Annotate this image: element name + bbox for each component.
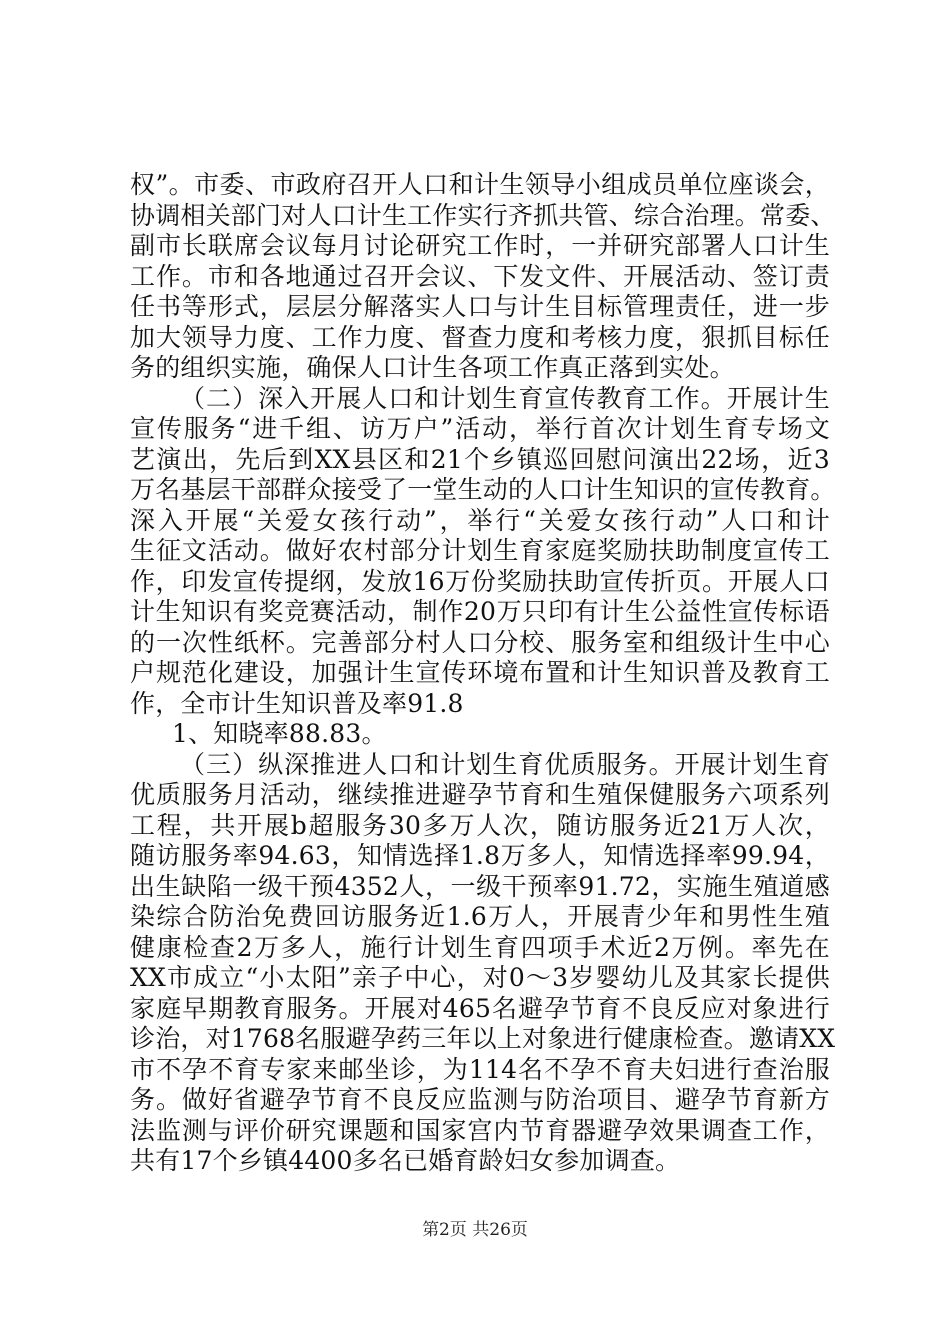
page-number-footer: 第2页 共26页	[422, 1220, 528, 1240]
text-line: 计生知识有奖竞赛活动，制作20万只印有计生公益性宣传标语	[130, 597, 830, 626]
text-line: 作，印发宣传提纲，发放16万份奖励扶助宣传折页。开展人口	[130, 566, 830, 596]
text-line: 作，全市计生知识普及率91.8	[130, 688, 464, 718]
text-line: 家庭早期教育服务。开展对465名避孕节育不良反应对象进行	[130, 993, 830, 1023]
text-line: 加大领导力度、工作力度、督查力度和考核力度，狠抓目标任	[130, 322, 830, 352]
text-line: 权”。市委、市政府召开人口和计生领导小组成员单位座谈会，	[130, 170, 830, 199]
text-line: 法监测与评价研究课题和国家宫内节育器避孕效果调查工作，	[130, 1115, 830, 1145]
text-line: 户规范化建设，加强计生宣传环境布置和计生知识普及教育工	[130, 658, 830, 687]
text-line: 健康检查2万多人，施行计划生育四项手术近2万例。率先在	[130, 932, 830, 962]
paragraph-start-line: （二）深入开展人口和计划生育宣传教育工作。开展计生	[180, 383, 830, 413]
text-line: 务。做好省避孕节育不良反应监测与防治项目、避孕节育新方	[130, 1085, 830, 1114]
text-line: 诊治，对1768名服避孕药三年以上对象进行健康检查。邀请XX	[130, 1024, 836, 1053]
text-line: 随访服务率94.63，知情选择1.8万多人，知情选择率99.94，	[130, 841, 830, 870]
paragraph-start-line: （三）纵深推进人口和计划生育优质服务。开展计划生育	[180, 749, 830, 779]
text-line: 艺演出，先后到XX县区和21个乡镇巡回慰问演出22场，近3	[130, 444, 830, 474]
text-line: 共有17个乡镇4400多名已婚育龄妇女参加调查。	[130, 1146, 681, 1175]
text-line: 染综合防治免费回访服务近1.6万人，开展青少年和男性生殖	[130, 902, 830, 931]
text-line: 协调相关部门对人口计生工作实行齐抓共管、综合治理。常委、	[130, 200, 836, 230]
text-line: 务的组织实施，确保人口计生各项工作真正落到实处。	[130, 353, 735, 382]
text-line: 万名基层干部群众接受了一堂生动的人口计生知识的宣传教育。	[130, 475, 836, 504]
list-item-line: 1、知晓率88.83。	[172, 719, 387, 748]
text-line: 任书等形式，层层分解落实人口与计生目标管理责任，进一步	[130, 292, 830, 321]
text-line: 工程，共开展b超服务30多万人次，随访服务近21万人次，	[130, 810, 830, 840]
text-line: 深入开展“关爱女孩行动”，举行“关爱女孩行动”人口和计	[130, 505, 830, 535]
document-body	[130, 170, 836, 1177]
text-line: 生征文活动。做好农村部分计划生育家庭奖励扶助制度宣传工	[130, 536, 830, 565]
text-line: 优质服务月活动，继续推进避孕节育和生殖保健服务六项系列	[130, 780, 830, 809]
text-line: 宣传服务“进千组、访万户”活动，举行首次计划生育专场文	[130, 414, 830, 443]
text-line: 市不孕不育专家来邮坐诊，为114名不孕不育夫妇进行查治服	[130, 1054, 830, 1084]
text-line: 出生缺陷一级干预4352人，一级干预率91.72，实施生殖道感	[130, 871, 830, 901]
text-line: 的一次性纸杯。完善部分村人口分校、服务室和组级计生中心	[130, 627, 830, 657]
text-line: 副市长联席会议每月讨论研究工作时，一并研究部署人口计生	[130, 231, 830, 260]
text-line: 工作。市和各地通过召开会议、下发文件、开展活动、签订责	[130, 261, 830, 291]
text-line: XX市成立“小太阳”亲子中心，对0～3岁婴幼儿及其家长提供	[130, 963, 830, 992]
